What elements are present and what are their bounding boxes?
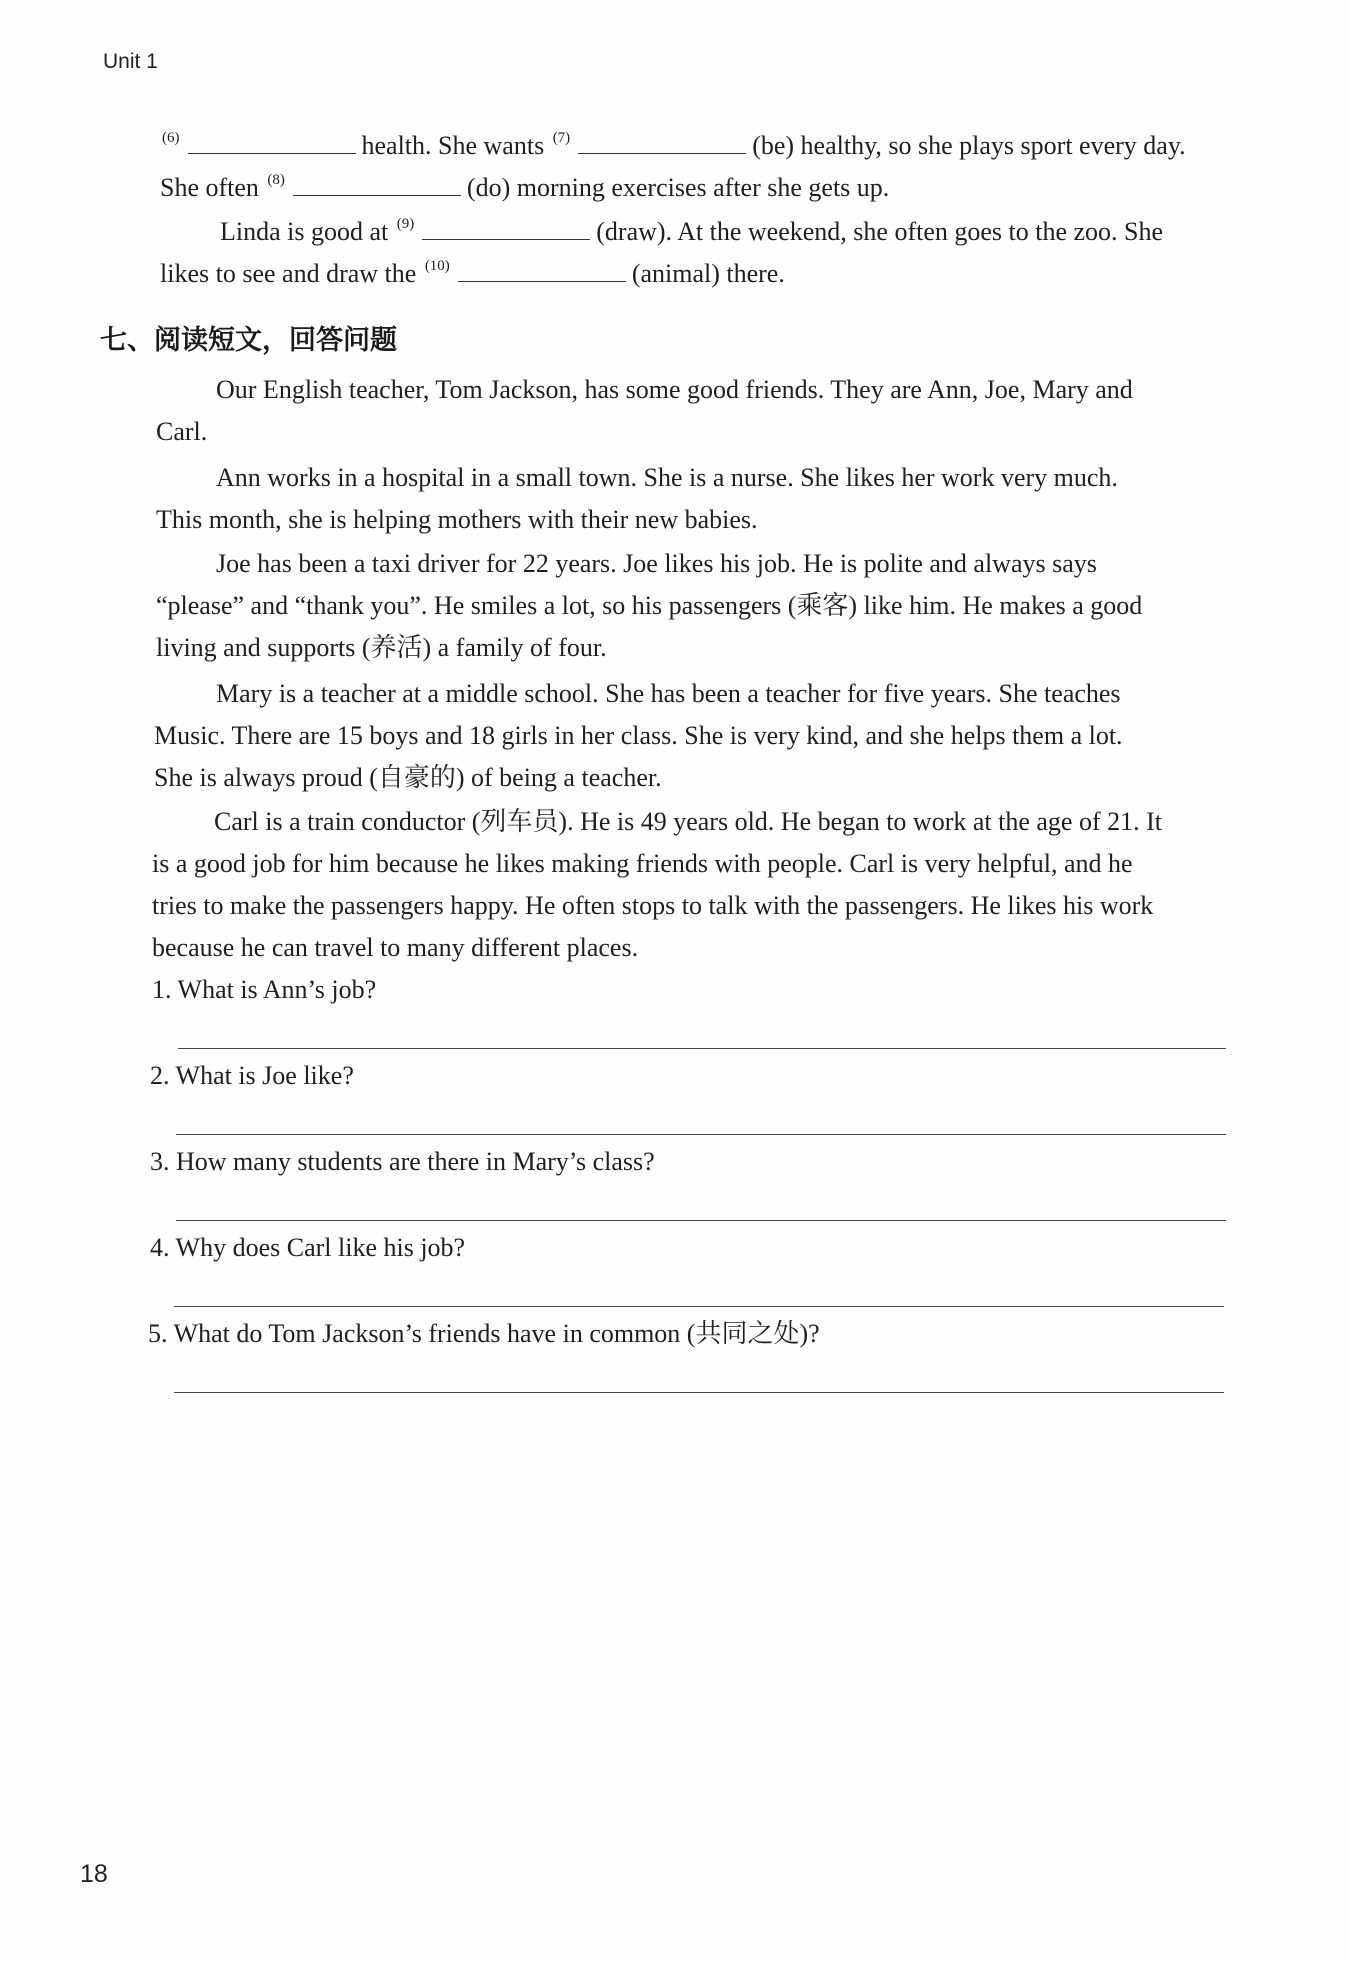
question-2: 2. What is Joe like?	[150, 1061, 354, 1090]
question-3: 3. How many students are there in Mary’s class?	[150, 1147, 655, 1176]
passage-line: Carl is a train conductor (列车员). He is 49 years old. He began to work at the age of 21. It	[214, 807, 1163, 836]
cloze-line-4	[160, 246, 785, 294]
blank-number-8: (8)	[267, 172, 285, 188]
answer-line-1[interactable]	[178, 1048, 1226, 1049]
passage-line: Ann works in a hospital in a small town. She is a nurse. She likes her work very much.	[216, 463, 1118, 492]
passage-line: Our English teacher, Tom Jackson, has some good friends. They are Ann, Joe, Mary and	[216, 375, 1133, 404]
blank-number-10: (10)	[424, 258, 450, 274]
passage-line: She is always proud (自豪的) of being a teacher.	[154, 763, 662, 792]
passage-line: tries to make the passengers happy. He often stops to talk with the passengers. He likes his work	[152, 891, 1154, 920]
cloze-text: Linda is good at	[220, 217, 389, 246]
passage-line: because he can travel to many different places.	[152, 933, 639, 962]
section-heading: 七、阅读短文，回答问题	[100, 325, 397, 356]
answer-line-2[interactable]	[176, 1134, 1226, 1135]
passage-line: Carl.	[156, 417, 208, 446]
cloze-text: (be) healthy, so she plays sport every day.	[752, 131, 1186, 160]
cloze-text: (animal) there.	[631, 259, 785, 288]
cloze-text: likes to see and draw the	[160, 259, 417, 288]
blank-number-7: (7)	[552, 130, 571, 146]
passage-line: living and supports (养活) a family of four.	[156, 633, 607, 662]
passage-line: Music. There are 15 boys and 18 girls in her class. She is very kind, and she helps them a lot.	[154, 721, 1123, 750]
blank-10[interactable]	[458, 255, 626, 282]
blank-number-9: (9)	[396, 216, 415, 232]
answer-line-5[interactable]	[174, 1392, 1224, 1393]
answer-line-4[interactable]	[174, 1306, 1224, 1307]
unit-label: Unit 1	[103, 50, 158, 73]
cloze-text: (draw). At the weekend, she often goes to the zoo. She	[596, 217, 1164, 246]
passage-line: Joe has been a taxi driver for 22 years. Joe likes his job. He is polite and always says	[216, 549, 1097, 578]
passage-line: Mary is a teacher at a middle school. She has been a teacher for five years. She teaches	[216, 679, 1121, 708]
blank-9[interactable]	[422, 213, 590, 240]
answer-line-3[interactable]	[176, 1220, 1226, 1221]
cloze-text: health. She wants	[361, 131, 545, 160]
blank-8[interactable]	[293, 169, 461, 196]
page-number: 18	[80, 1860, 108, 1888]
blank-number-6: (6)	[162, 130, 180, 146]
blank-6[interactable]	[188, 127, 356, 154]
cloze-line-2	[160, 160, 889, 208]
question-5: 5. What do Tom Jackson’s friends have in common (共同之处)?	[148, 1319, 820, 1348]
passage-line: “please” and “thank you”. He smiles a lot, so his passengers (乘客) like him. He makes a good	[156, 591, 1143, 620]
cloze-line-3	[220, 204, 1163, 252]
passage-line: is a good job for him because he likes making friends with people. Carl is very helpful, and he	[152, 849, 1133, 878]
cloze-text: (do) morning exercises after she gets up.	[466, 173, 890, 202]
question-4: 4. Why does Carl like his job?	[150, 1233, 466, 1262]
question-1: 1. What is Ann’s job?	[152, 975, 377, 1004]
passage-line: This month, she is helping mothers with their new babies.	[156, 505, 758, 534]
cloze-text: She often	[160, 173, 259, 202]
cloze-line-1	[160, 118, 1186, 166]
blank-7[interactable]	[578, 127, 746, 154]
